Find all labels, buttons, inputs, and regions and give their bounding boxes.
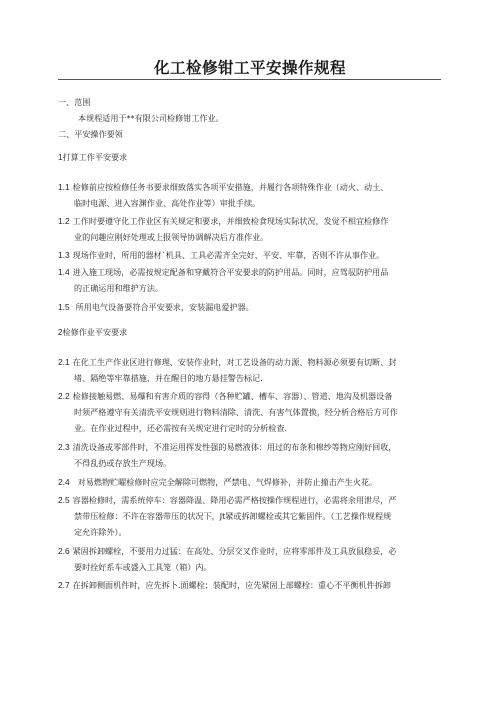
clause-line: [58, 580, 391, 591]
clause-text: 进入施工现场，必需按规定配备和穿戴符合平安要求的防护用品。同时，应驾驭防护用品: [72, 267, 389, 277]
clause-line: [58, 216, 388, 227]
section-heading-scope: 一、范围: [58, 97, 91, 107]
clause-text: 时须严格遵守有关清洗平安规则进行物料清除、清洗、有害气体置换，经分析合格后方可作: [74, 407, 398, 417]
clause-line: [58, 495, 396, 506]
clause-text: 临时电源、进入容渊作业、高处作业等）审批手续。: [74, 198, 261, 208]
clause-line: [58, 250, 384, 261]
clause-line: [58, 182, 388, 193]
clause-number: 1.4: [58, 267, 70, 277]
subsection-heading-repair: 2检修作业平安要求: [58, 328, 128, 337]
clause-text: 禁带压检修：不许在容器带压的状况下，Jt紧或拆卸螺栓或其它紫固件。（工艺操作规程规: [74, 511, 392, 521]
clause-number: 1.3: [58, 250, 70, 260]
clause-line: [58, 357, 396, 368]
clause-text: 现场作业时，所用的器材`机具、工具必需齐全完好、平安、牢靠，否则不许从事作业。: [72, 250, 385, 260]
clause-text: 的正确运用和维护方法。: [74, 283, 164, 293]
clause-line: [58, 267, 388, 278]
clause-number: 2.1: [58, 357, 70, 367]
clause-number: 2.6: [58, 546, 70, 556]
clause-text: 在拆卸侧面机件时，应先拆卜.面螺栓；装配时，应先紧固上部螺栓：重心不平衡机件拆卸: [72, 580, 391, 590]
clause-number: 1.2: [58, 216, 70, 226]
clause-number: 2.2: [58, 391, 70, 401]
clause-text: 检修接触易燃、易爆和有害介质的容得（各种贮罐、槽车、容器）、管道、地沟及机器设备: [72, 391, 393, 401]
clause-text: 紧固拆卸螺栓，不要用力过猛：在高处、分层交叉作业时，应将零部件及工具放鼠稳妥，必: [72, 546, 397, 556]
clause-text: 清洗设备或零部件时，不准运用挥发性强的易燃液体：用过的布条和棉纱等物应刚好回收，: [72, 442, 397, 452]
clause-text: 在化工生产作业区进行修理、安装作业时，对工艺设备的动力源、物料源必须要有切断、封: [72, 357, 397, 367]
subsection-heading-prep: 1打算工作平安要求: [58, 153, 128, 162]
clause-text: 检修前应按检修任务书要求细致落实各项平安措施，并履行各项特殊作业（动火、动土、: [72, 182, 389, 192]
clause-text: 所用电气设备要符合平安要求，安装漏电爱护器。: [75, 302, 254, 312]
clause-line: [58, 442, 396, 453]
clause-line: [58, 546, 396, 557]
document-title: 化工检修钳工平安操作规程: [153, 59, 346, 77]
clause-number: 2.5: [58, 495, 70, 505]
clause-text: 不得乱扔或存放生产现场。: [74, 458, 172, 468]
clause-text: 业。在作业过程中，还必需按有关规定进行定时的分析检查.: [74, 423, 288, 433]
title-rule: [58, 79, 441, 80]
clause-number: 1.5: [58, 302, 70, 312]
clause-text: 容器检修时，需系统停车：容器降温、降用必需严格按操作规程进行，必需将余用泄尽，严: [72, 495, 397, 505]
clause-text: 业的问趣应刚好处理或上报领导协调解决后方准作业。: [74, 232, 269, 242]
clause-text: 定允许除外）。: [74, 527, 127, 537]
clause-line: [58, 477, 377, 488]
clause-number: 1.1: [58, 182, 70, 192]
clause-text: 堵、隔绝等牢靠措施，并在醒目的地方悬挂警告标记.: [74, 373, 263, 383]
clause-line: [58, 391, 392, 402]
clause-text: 工作时要遵守化工作业区有关规定和要求，并细致检食现场实际状况，发觉不相宜检修作: [72, 216, 389, 226]
clause-number: 2.4: [58, 477, 70, 487]
clause-text: 要时拴好系车或盛入工具笼（箱）内。: [74, 562, 212, 572]
scope-text: 本规程适用于**有限公司检修钳工作业。: [78, 113, 224, 123]
clause-line: [58, 302, 254, 313]
clause-number: 2.7: [58, 580, 70, 590]
clause-number: 2.3: [58, 442, 70, 452]
section-heading-safety: 二、平安操作要领: [58, 129, 123, 139]
clause-text: 对易燃物贮曜检修时应完全解除可燃物，严禁电、气焊修补，并防止撞击产生火花。: [77, 477, 378, 487]
